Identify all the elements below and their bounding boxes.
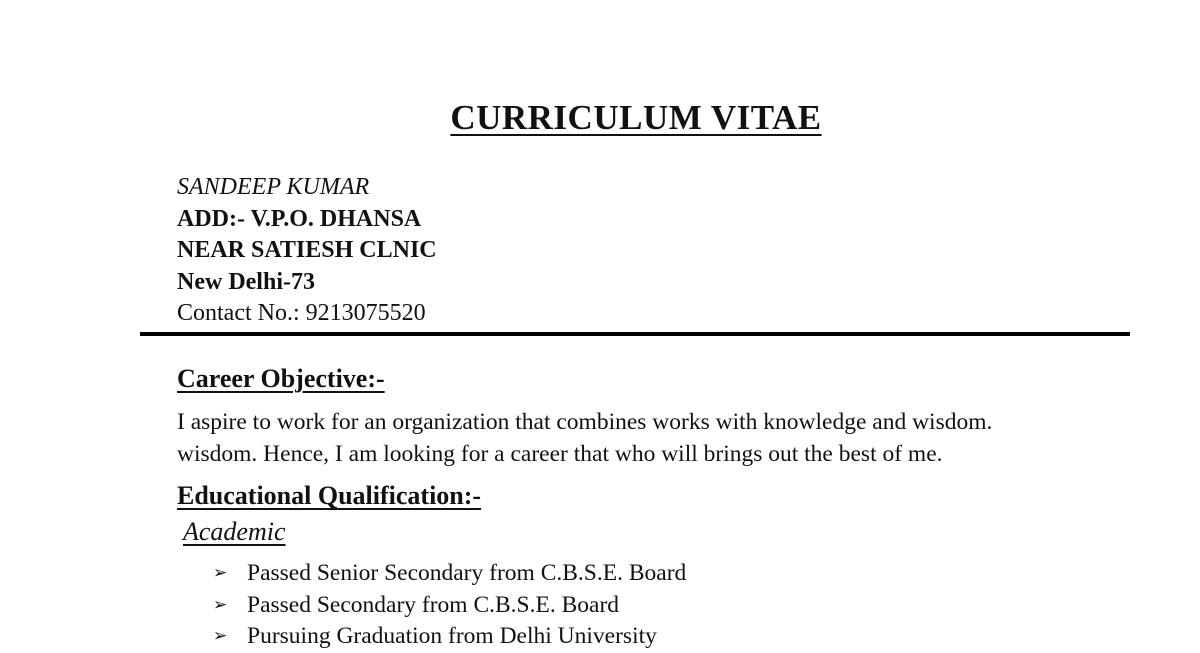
address-city: New Delhi-73 [177,268,315,295]
arrow-bullet-icon: ➢ [213,626,228,646]
applicant-name: SANDEEP KUMAR [177,174,370,200]
arrow-bullet-icon: ➢ [213,594,228,615]
arrow-bullet-icon: ➢ [213,563,228,583]
academic-list [213,558,686,653]
header-divider [140,332,1130,336]
list-item-text: Passed Senior Secondary from C.B.S.E. Board [247,560,687,586]
education-heading: Educational Qualification:- [177,481,482,510]
list-item [213,590,686,622]
document-title [0,98,1200,138]
list-item [213,558,686,590]
address-line-2: NEAR SATIESH CLNIC [177,237,437,263]
address-line-1: ADD:- V.P.O. DHANSA [177,205,422,232]
career-objective-text [177,406,1177,470]
career-objective-line-2: wisdom. Hence, I am looking for a career that who will brings out the best of me. [177,441,943,467]
contact-number: Contact No.: 9213075520 [177,300,426,326]
list-item-text: Passed Secondary from C.B.S.E. Board [247,591,620,618]
list-item [213,621,686,653]
academic-subheading: Academic [183,517,286,546]
career-objective-line-1: I aspire to work for an organization that combines works with knowledge and wisdom. [177,409,993,435]
career-objective-heading: Career Objective:- [177,364,385,393]
list-item-text: Pursuing Graduation from Delhi University [247,623,657,649]
document-title-text: CURRICULUM VITAE [450,98,822,137]
contact-block [177,172,437,330]
